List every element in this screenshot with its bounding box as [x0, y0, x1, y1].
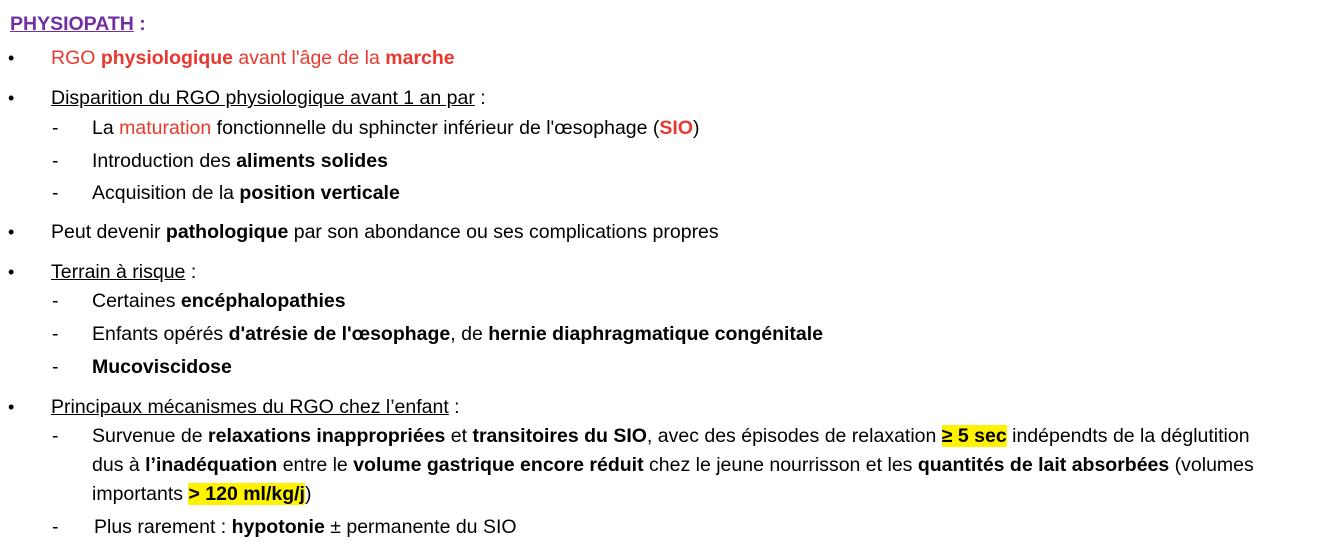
- text-run: pathologique: [165, 221, 289, 243]
- text-run: indépendts de la déglutition: [1006, 425, 1250, 447]
- text-run: Disparition du RGO physiologique avant 1 an par: [51, 87, 475, 109]
- text-run: encéphalopathies: [180, 290, 346, 312]
- subitem-relaxations-line2: [92, 453, 1254, 477]
- text-run: :: [448, 396, 460, 418]
- subitem-mucoviscidose: [92, 355, 232, 379]
- text-run: transitoires du SIO: [472, 425, 647, 447]
- text-run: Principaux mécanismes du RGO chez l’enfant: [51, 396, 449, 418]
- text-run: Survenue de: [92, 425, 209, 447]
- text-run: , avec des épisodes de relaxation: [646, 425, 942, 447]
- bullet-terrain: [51, 260, 196, 284]
- dash-marker: -: [52, 425, 59, 447]
- subitem-encephalopathies: [92, 289, 346, 313]
- bullet-pathologique: [51, 220, 719, 244]
- section-title-text: PHYSIOPATH: [10, 13, 134, 35]
- text-run: volume gastrique encore réduit: [353, 454, 644, 476]
- text-run: relaxations inappropriées: [208, 425, 446, 447]
- bullet-marker: •: [8, 222, 15, 242]
- text-run: hernie diaphragmatique congénitale: [488, 323, 824, 345]
- bullet-disparition: [51, 86, 486, 110]
- text-run: Introduction des: [92, 150, 237, 172]
- text-run: Acquisition de la: [92, 182, 240, 204]
- text-run: :: [185, 261, 197, 283]
- text-run: quantités de lait absorbées: [917, 454, 1170, 476]
- text-run: Certaines: [92, 290, 181, 312]
- text-run: aliments solides: [236, 150, 388, 172]
- dash-marker: -: [52, 290, 59, 312]
- text-run: et: [445, 425, 473, 447]
- text-run: RGO: [51, 47, 101, 69]
- highlight-duration: ≥ 5 sec: [941, 425, 1007, 447]
- subitem-maturation: [92, 116, 700, 140]
- text-run: Peut devenir: [51, 221, 166, 243]
- text-run: avant l'âge de la: [233, 47, 386, 69]
- bullet-rgo-physiologique: [51, 46, 455, 70]
- text-run: marche: [385, 47, 455, 69]
- highlight-volume: > 120 ml/kg/j: [188, 483, 305, 505]
- text-run: ): [304, 483, 312, 505]
- text-run: position verticale: [239, 182, 400, 204]
- text-run: :: [474, 87, 486, 109]
- text-run: entre le: [277, 454, 354, 476]
- bullet-marker: •: [8, 262, 15, 282]
- subitem-position: [92, 181, 400, 205]
- text-run: ± permanente du SIO: [324, 516, 517, 538]
- subitem-relaxations-line3: [92, 482, 311, 506]
- text-run: physiologique: [100, 47, 234, 69]
- text-run: SIO: [659, 117, 693, 139]
- text-run: Enfants opérés: [92, 323, 229, 345]
- text-run: importants: [92, 483, 189, 505]
- text-run: chez le jeune nourrisson et les: [643, 454, 918, 476]
- text-run: (volumes: [1169, 454, 1254, 476]
- text-run: dus à: [92, 454, 146, 476]
- dash-marker: -: [52, 117, 59, 139]
- bullet-marker: •: [8, 88, 15, 108]
- text-run: par son abondance ou ses complications propres: [288, 221, 719, 243]
- text-run: d'atrésie de l'œsophage: [228, 323, 451, 345]
- text-run: Plus rarement :: [94, 516, 232, 538]
- text-run: , de: [450, 323, 489, 345]
- text-run: La: [92, 117, 120, 139]
- text-run: Mucoviscidose: [92, 356, 232, 378]
- dash-marker: -: [52, 150, 59, 172]
- subitem-enfants-operes: [92, 322, 823, 346]
- bullet-marker: •: [8, 397, 15, 417]
- section-title: [10, 13, 146, 36]
- subitem-relaxations-line1: [92, 424, 1250, 448]
- text-run: maturation: [119, 117, 212, 139]
- text-run: Terrain à risque: [51, 261, 186, 283]
- dash-marker: -: [52, 516, 59, 538]
- section-title-colon: :: [133, 13, 146, 35]
- bullet-mecanismes: [51, 395, 460, 419]
- text-run: hypotonie: [231, 516, 325, 538]
- text-run: l’inadéquation: [145, 454, 278, 476]
- subitem-hypotonie: [94, 515, 517, 539]
- bullet-marker: •: [8, 48, 15, 68]
- dash-marker: -: [52, 356, 59, 378]
- text-run: fonctionnelle du sphincter inférieur de l'œsophage (: [211, 117, 660, 139]
- subitem-aliments: [92, 149, 388, 173]
- dash-marker: -: [52, 323, 59, 345]
- text-run: ): [693, 117, 700, 139]
- dash-marker: -: [52, 182, 59, 204]
